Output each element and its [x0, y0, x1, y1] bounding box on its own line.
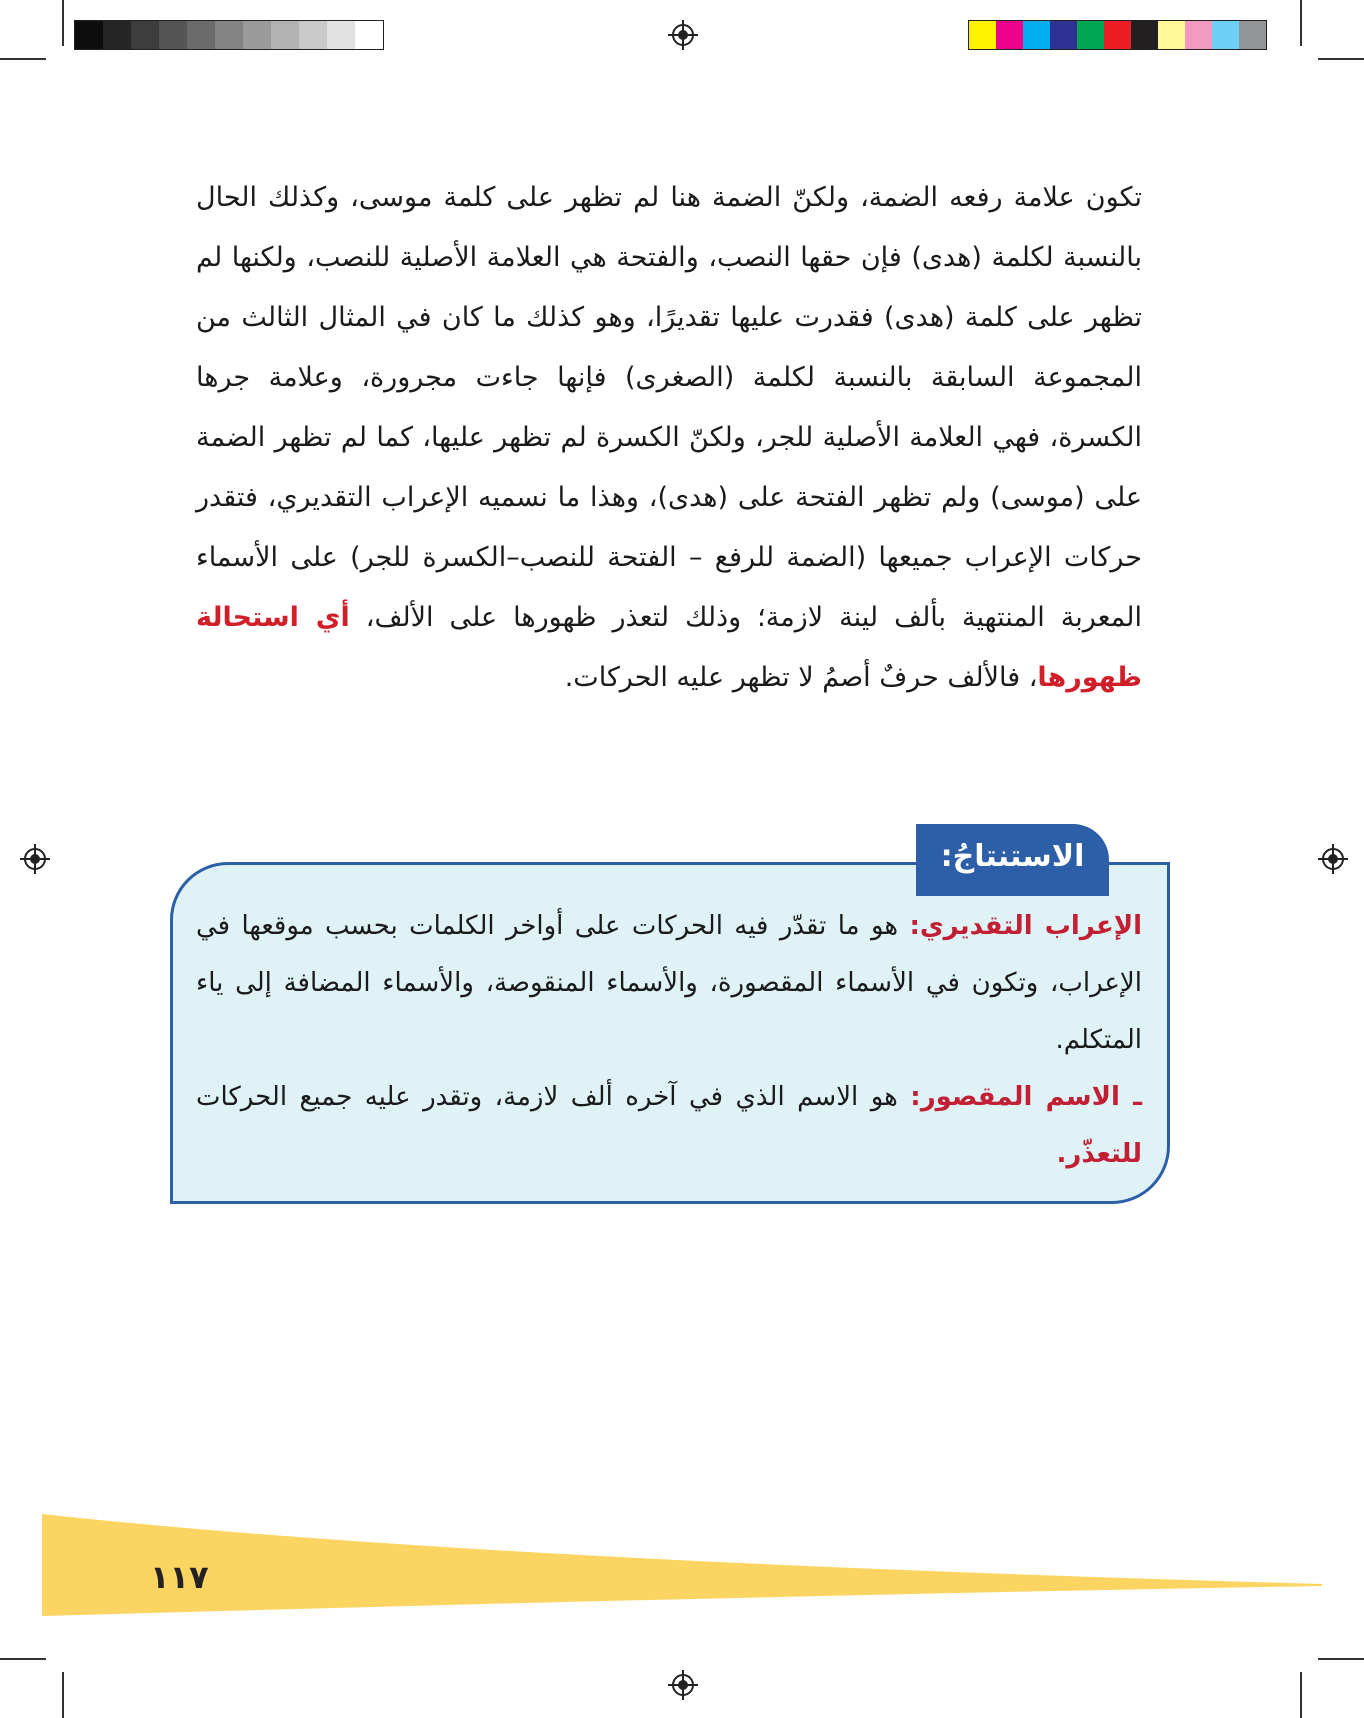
gray-swatch: [159, 21, 187, 49]
crop-mark: [0, 1658, 46, 1660]
term-label: الإعراب التقديري:: [909, 911, 1143, 941]
registration-mark-icon: [672, 24, 694, 46]
color-swatch: [1050, 21, 1077, 49]
color-swatch: [1077, 21, 1104, 49]
color-swatch: [1239, 21, 1266, 49]
gray-swatch: [271, 21, 299, 49]
gray-swatch: [103, 21, 131, 49]
registration-mark-icon: [24, 848, 46, 870]
body-paragraph: [196, 168, 1142, 708]
term-definition: هو الاسم الذي في آخره ألف لازمة، وتقدر عليه جميع الحركات: [196, 1082, 911, 1112]
conclusion-tab: الاستنتاجُ:: [916, 824, 1109, 896]
registration-mark-icon: [1322, 848, 1344, 870]
term-ending: للتعذّر.: [1056, 1139, 1142, 1169]
color-swatch: [1158, 21, 1185, 49]
gray-swatch: [299, 21, 327, 49]
highlighted-phrase: أي استحالة ظهورها: [196, 602, 1142, 693]
crop-mark: [1300, 1672, 1302, 1718]
page-number: ١١٧: [150, 1558, 209, 1596]
crop-mark: [62, 0, 64, 46]
crop-mark: [1300, 0, 1302, 46]
dash-prefix: ـ: [1119, 1082, 1142, 1112]
color-swatch: [996, 21, 1023, 49]
definition-maqsur: [196, 1069, 1142, 1183]
color-swatch: [1212, 21, 1239, 49]
paragraph-text: تكون علامة رفعه الضمة، ولكنّ الضمة هنا لم تظهر على كلمة موسى، وكذلك الحال بالنسبة لكلمة (هدى) فإن حقها النصب، والفتحة هي العلامة الأصلية للنصب، ولكنها لم تظهر على كلمة (هدى) فقدرت عليها تقديرًا، وهو كذلك ما كان في المثال الثالث من المجموعة السابقة بالنسبة لكلمة (الصغرى) فإنها جاءت مجرورة، وعلامة جرها الكسرة، فهي العلامة الأصلية للجر، ولكنّ الكسرة لم تظهر عليها، كما لم تظهر الضمة على (موسى) ولم تظهر الفتحة على (هدى)، وهذا ما نسميه الإعراب التقديري، فتقدر حركات الإعراب جميعها (الضمة للرفع – الفتحة للنصب–الكسرة للجر) على الأسماء المعربة المنتهية بألف لينة لازمة؛ وذلك لتعذر ظهورها على الألف،: [196, 182, 1143, 633]
gray-swatch: [75, 21, 103, 49]
footer-band: [42, 1510, 1332, 1620]
gray-swatch: [187, 21, 215, 49]
term-label: الاسم المقصور:: [910, 1082, 1120, 1112]
color-swatch: [1104, 21, 1131, 49]
crop-mark: [0, 58, 46, 60]
crop-mark: [62, 1672, 64, 1718]
gray-swatch: [355, 21, 383, 49]
gray-swatch: [215, 21, 243, 49]
color-swatch: [1185, 21, 1212, 49]
term-definition: هو ما تقدّر فيه الحركات على أواخر الكلمات بحسب موقعها في الإعراب، وتكون في الأسماء المقصورة، والأسماء المنقوصة، والأسماء المضافة إلى ياء المتكلم.: [196, 911, 1142, 1055]
gray-swatch: [243, 21, 271, 49]
definition-tadiri: [196, 898, 1142, 1069]
paragraph-text-end: ، فالألف حرفٌ أصمُ لا تظهر عليه الحركات.: [564, 662, 1038, 693]
gray-swatch: [131, 21, 159, 49]
color-swatch: [1131, 21, 1158, 49]
grayscale-calibration-bar: [74, 20, 384, 50]
color-swatch: [969, 21, 996, 49]
crop-mark: [1318, 58, 1364, 60]
registration-mark-icon: [672, 1674, 694, 1696]
conclusion-content: [196, 898, 1142, 1183]
crop-mark: [1318, 1658, 1364, 1660]
gray-swatch: [327, 21, 355, 49]
color-swatch: [1023, 21, 1050, 49]
color-calibration-bar: [968, 20, 1267, 50]
